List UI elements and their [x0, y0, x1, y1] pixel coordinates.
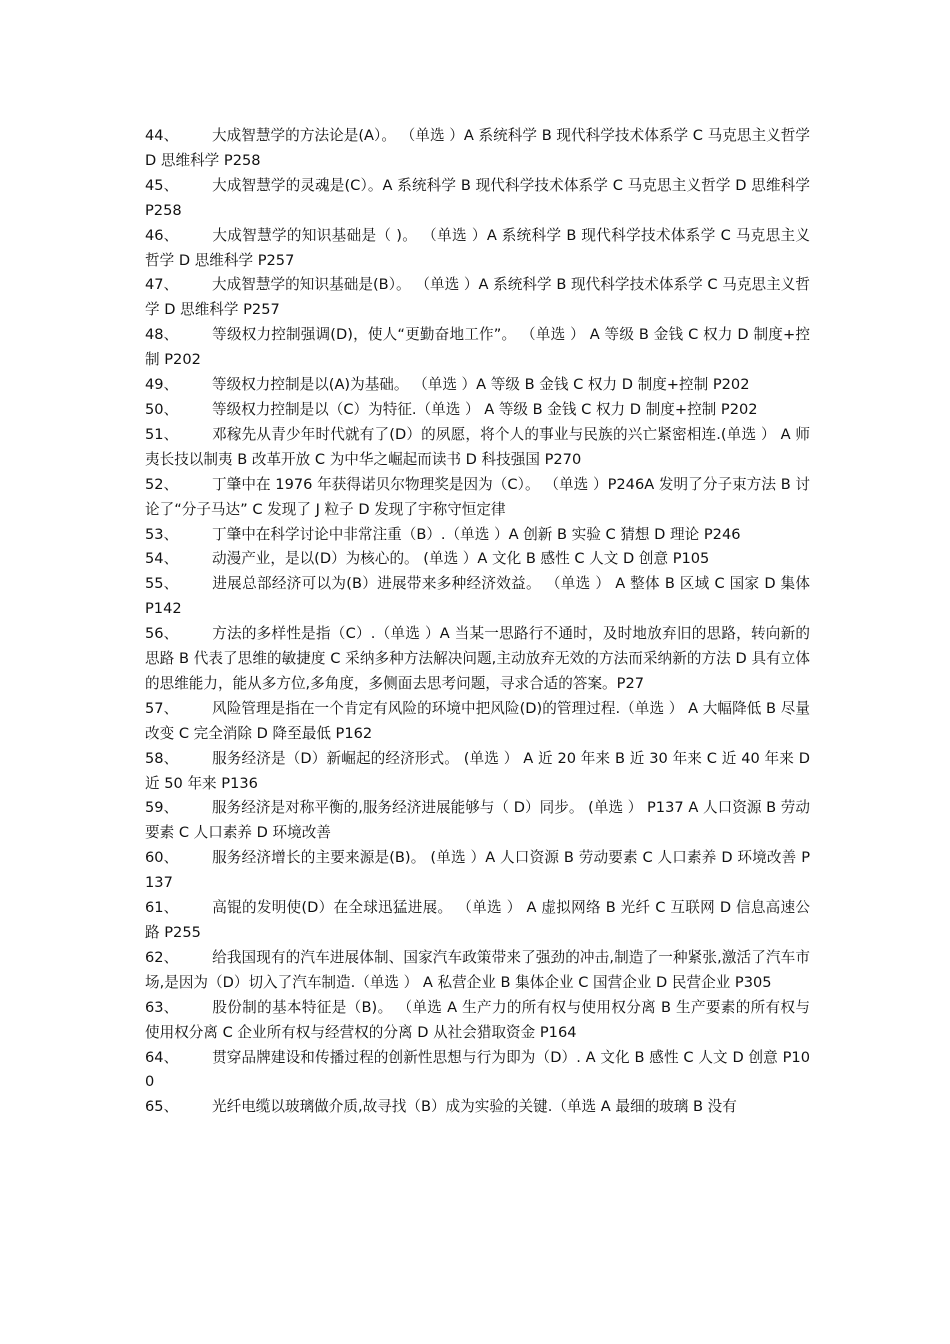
- question-text: 给我国现有的汽车进展体制、国家汽车政策带来了强劲的冲击,制造了一种紧张,激活了汽车市场,是因为（D）切入了汽车制造.（单选 ） A 私营企业 B 集体企业 C 国营企业 D 民营企业 P305: [145, 948, 810, 991]
- question-number: 46、: [145, 226, 179, 244]
- question-number: 55、: [145, 575, 179, 593]
- question-number: 47、: [145, 276, 179, 294]
- question-item: [145, 473, 810, 523]
- question-text: 大成智慧学的灵魂是(C）。A 系统科学 B 现代科学技术体系学 C 马克思主义哲学 D 思维科学 P258: [145, 176, 810, 219]
- question-item: [145, 224, 810, 274]
- question-text: 等级权力控制是以(A)为基础。 （单选 ）A 等级 B 金钱 C 权力 D 制度+控制 P202: [212, 376, 750, 394]
- question-item: [145, 946, 810, 996]
- question-number: 44、: [145, 127, 179, 144]
- question-number: 57、: [145, 699, 179, 717]
- question-item: [145, 896, 810, 946]
- question-text: 光纤电缆以玻璃做介质,故寻找（B）成为实验的关键.（单选 A 最细的玻璃 B 没有: [212, 1098, 737, 1116]
- question-number: 58、: [145, 749, 179, 767]
- question-number: 53、: [145, 525, 179, 543]
- question-text: 服务经济是（D）新崛起的经济形式。 (单选 ） A 近 20 年来 B 近 30 年来 C 近 40 年来 D 近 50 年来 P136: [145, 749, 810, 792]
- question-text: 高锟的发明使(D）在全球迅猛进展。 （单选 ） A 虚拟网络 B 光纤 C 互联网 D 信息高速公路 P255: [145, 899, 810, 941]
- question-number: 51、: [145, 425, 179, 443]
- question-number: 63、: [145, 998, 179, 1016]
- question-text: 贯穿品牌建设和传播过程的创新性思想与行为即为（D）. A 文化 B 感性 C 人文 D 创意 P100: [145, 1048, 810, 1091]
- question-number: 48、: [145, 326, 179, 344]
- question-text: 服务经济增长的主要来源是(B)。 (单选 ）A 人口资源 B 劳动要素 C 人口素养 D 环境改善 P137: [145, 849, 810, 892]
- question-number: 61、: [145, 899, 179, 917]
- question-number: 60、: [145, 849, 179, 867]
- question-item: [145, 373, 810, 398]
- question-item: [145, 1095, 810, 1120]
- question-number: 54、: [145, 550, 179, 568]
- question-item: [145, 1046, 810, 1096]
- question-text: 大成智慧学的方法论是(A）。 （单选 ）A 系统科学 B 现代科学技术体系学 C 马克思主义哲学 D 思维科学 P258: [145, 127, 810, 169]
- question-text: 风险管理是指在一个肯定有风险的环境中把风险(D)的管理过程.（单选 ） A 大幅降低 B 尽量改变 C 完全消除 D 降至最低 P162: [145, 699, 810, 742]
- question-number: 64、: [145, 1048, 179, 1066]
- question-text: 邓稼先从青少年时代就有了(D）的夙愿，将个人的事业与民族的兴亡紧密相连.(单选 ） A 师夷长技以制夷 B 改革开放 C 为中华之崛起而读书 D 科技强国 P270: [145, 425, 810, 468]
- question-number: 62、: [145, 948, 179, 966]
- question-number: 65、: [145, 1098, 179, 1116]
- question-item: [145, 273, 810, 323]
- question-text: 丁肇中在科学讨论中非常注重（B）.（单选 ）A 创新 B 实验 C 猜想 D 理论 P246: [212, 525, 741, 543]
- question-item: [145, 124, 810, 174]
- question-item: [145, 697, 810, 747]
- question-item: [145, 846, 810, 896]
- question-number: 59、: [145, 799, 179, 817]
- question-item: [145, 423, 810, 473]
- question-list: [145, 124, 810, 1120]
- question-item: [145, 174, 810, 224]
- question-item: [145, 747, 810, 797]
- question-number: 45、: [145, 176, 179, 194]
- question-item: [145, 796, 810, 846]
- question-text: 服务经济是对称平衡的,服务经济进展能够与（ D）同步。 (单选 ） P137 A 人口资源 B 劳动要素 C 人口素养 D 环境改善: [145, 799, 810, 842]
- question-text: 丁肇中在 1976 年获得诺贝尔物理奖是因为（C）。 （单选 ）P246A 发明了分子束方法 B 讨论了“分子马达” C 发现了 J 粒子 D 发现了宇称守恒定律: [145, 475, 810, 518]
- question-item: [145, 622, 810, 697]
- question-number: 49、: [145, 376, 179, 394]
- question-number: 56、: [145, 625, 179, 643]
- question-text: 等级权力控制强调(D)，使人“更勤奋地工作”。 （单选 ） A 等级 B 金钱 C 权力 D 制度+控制 P202: [145, 326, 810, 369]
- question-text: 进展总部经济可以为(B）进展带来多种经济效益。 （单选 ） A 整体 B 区域 C 国家 D 集体 P142: [145, 575, 810, 618]
- question-number: 52、: [145, 475, 179, 493]
- question-item: [145, 996, 810, 1046]
- question-text: 动漫产业，是以(D）为核心的。 (单选 ）A 文化 B 感性 C 人文 D 创意 P105: [212, 550, 710, 568]
- question-item: [145, 398, 810, 423]
- question-text: 大成智慧学的知识基础是（ )。 （单选 ）A 系统科学 B 现代科学技术体系学 C 马克思主义哲学 D 思维科学 P257: [145, 226, 810, 269]
- question-text: 等级权力控制是以（C）为特征.（单选 ） A 等级 B 金钱 C 权力 D 制度+控制 P202: [212, 400, 758, 418]
- question-text: 大成智慧学的知识基础是(B）。 （单选 ）A 系统科学 B 现代科学技术体系学 C 马克思主义哲学 D 思维科学 P257: [145, 276, 810, 319]
- question-number: 50、: [145, 400, 179, 418]
- question-item: [145, 547, 810, 572]
- question-text: 方法的多样性是指（C）.（单选 ）A 当某一思路行不通时，及时地放弃旧的思路，转向新的思路 B 代表了思维的敏捷度 C 采纳多种方法解决问题,主动放弃无效的方法而采纳新的方法 D 具有立体的思维能力，能从多方位,多角度，多侧面去思考问题，寻求合适的答案。P27: [145, 625, 810, 692]
- question-item: [145, 572, 810, 622]
- question-item: [145, 523, 810, 548]
- question-text: 股份制的基本特征是（B)。 （单选 A 生产力的所有权与使用权分离 B 生产要素的所有权与使用权分离 C 企业所有权与经营权的分离 D 从社会猎取资金 P164: [145, 998, 810, 1041]
- question-item: [145, 323, 810, 373]
